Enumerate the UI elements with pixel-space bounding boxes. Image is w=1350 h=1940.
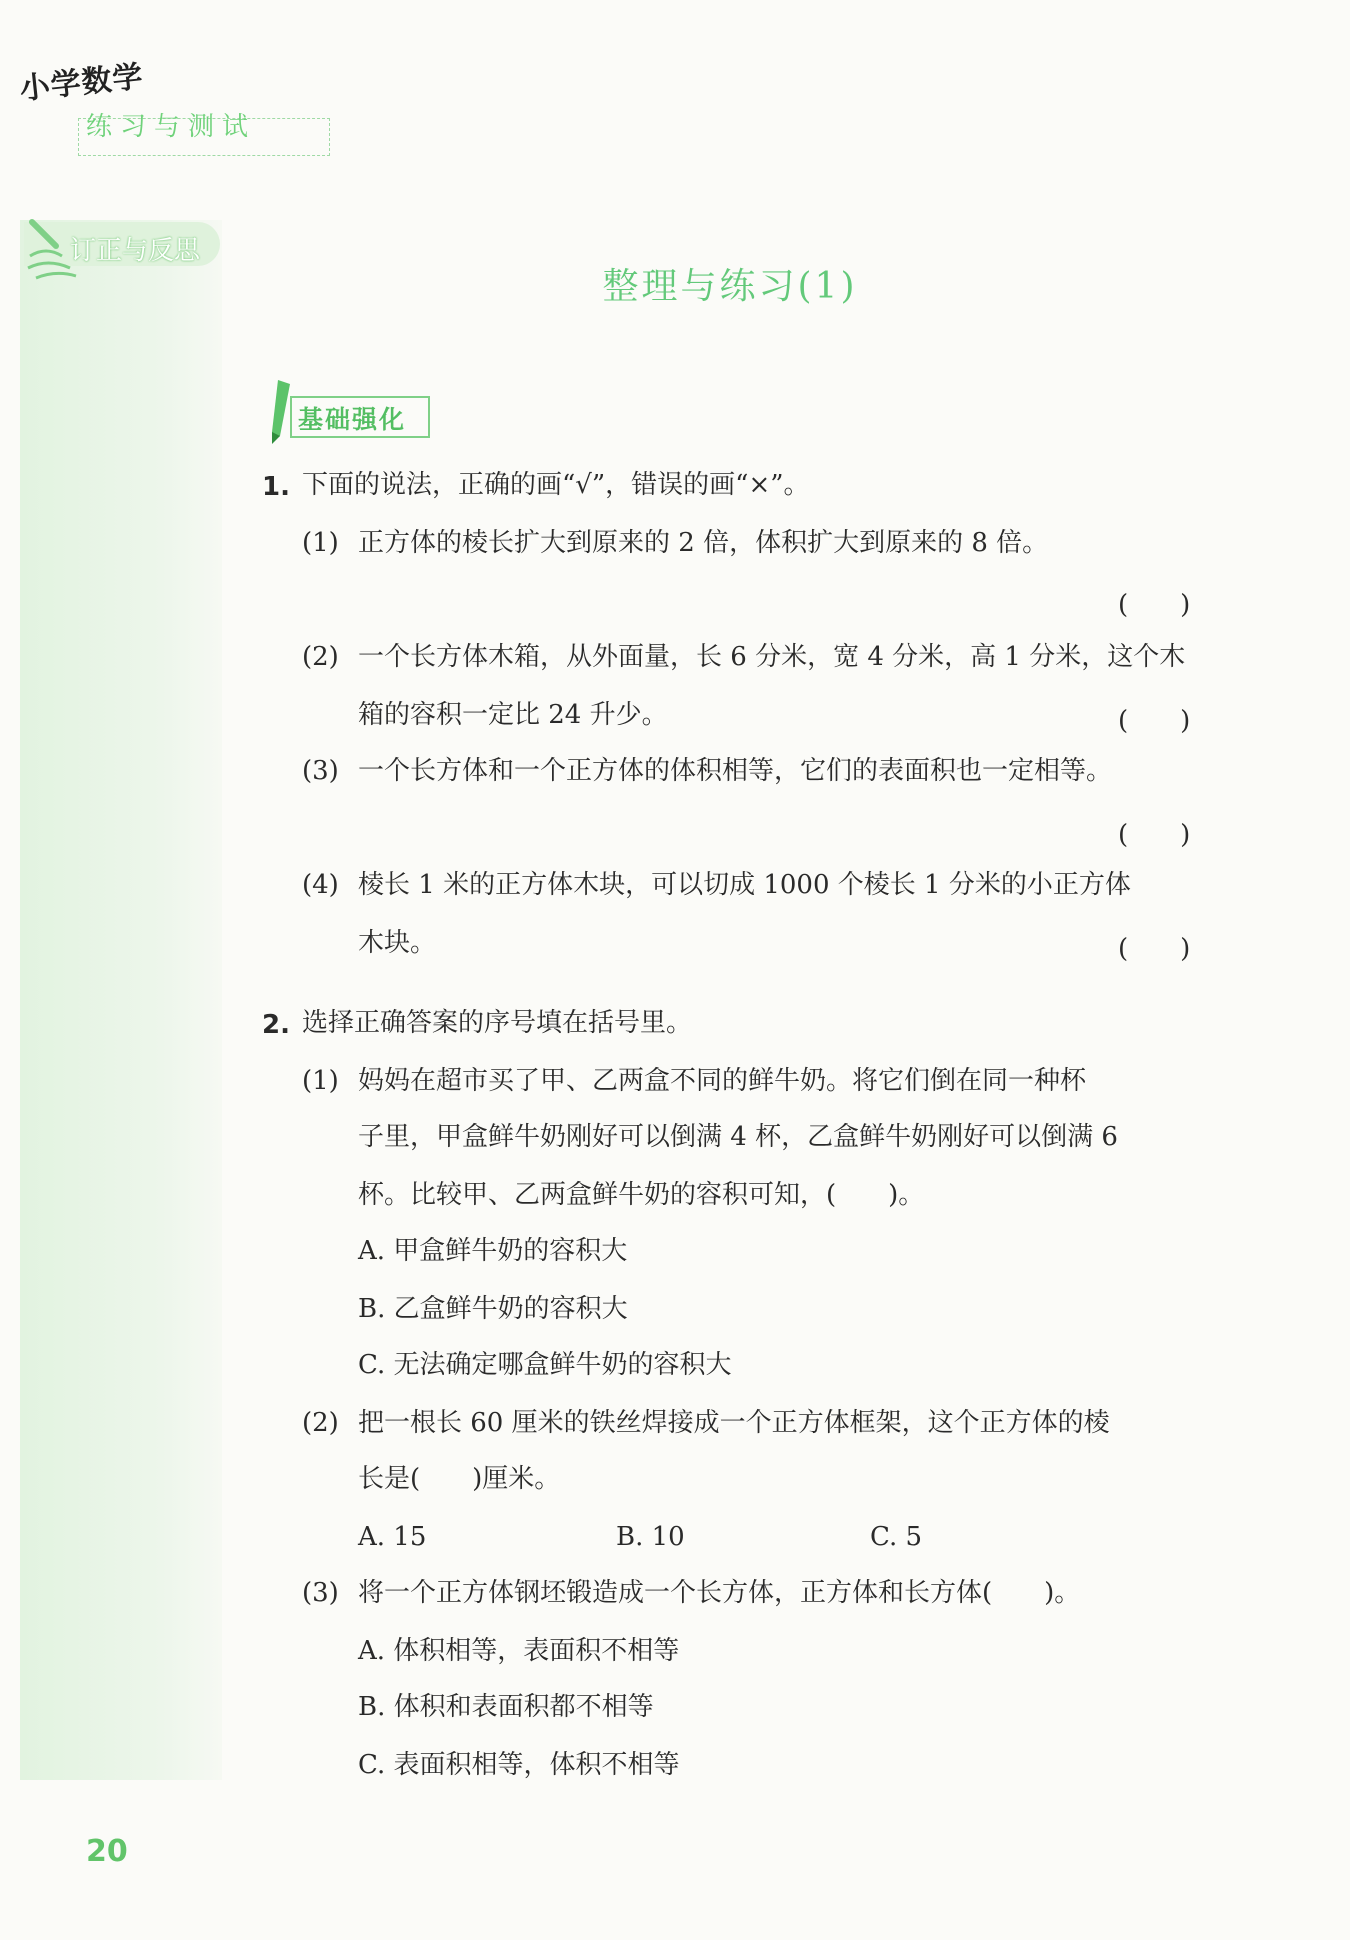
q2-2-option-a: A. 15 — [358, 1522, 427, 1552]
page-number: 20 — [86, 1834, 128, 1869]
q2-3-text: 将一个正方体钢坯锻造成一个长方体，正方体和长方体( )。 — [358, 1578, 1081, 1608]
brand-subtitle: 练习与测试 — [86, 112, 257, 142]
page-title: 整理与练习(1) — [602, 266, 858, 307]
q1-1-answer-blank[interactable]: ( ) — [1118, 590, 1191, 620]
q2-1-option-a: A. 甲盒鲜牛奶的容积大 — [358, 1236, 628, 1266]
q1-number: 1. — [262, 472, 290, 502]
q2-3-option-b: B. 体积和表面积都不相等 — [358, 1692, 654, 1722]
q2-1-option-c: C. 无法确定哪盒鲜牛奶的容积大 — [358, 1350, 732, 1380]
q1-4-text-line1: 棱长 1 米的正方体木块，可以切成 1000 个棱长 1 分米的小正方体 — [358, 870, 1131, 900]
q1-4-text-line2: 木块。 — [358, 928, 437, 958]
q2-2-option-c: C. 5 — [870, 1522, 923, 1552]
q1-3-answer-blank[interactable]: ( ) — [1118, 820, 1191, 850]
q1-3-text: 一个长方体和一个正方体的体积相等，它们的表面积也一定相等。 — [358, 756, 1113, 786]
section-label: 基础强化 — [298, 405, 407, 434]
q2-prompt: 选择正确答案的序号填在括号里。 — [302, 1008, 693, 1038]
q2-number: 2. — [262, 1010, 290, 1040]
q2-1-text-line3: 杯。比较甲、乙两盒鲜牛奶的容积可知，( )。 — [358, 1180, 925, 1210]
brand-title: 小学数学 — [18, 59, 146, 108]
q2-1-label: (1) — [302, 1066, 339, 1096]
q2-2-text-line1: 把一根长 60 厘米的铁丝焊接成一个正方体框架，这个正方体的棱 — [358, 1408, 1110, 1438]
q1-4-answer-blank[interactable]: ( ) — [1118, 934, 1191, 964]
q2-3-option-c: C. 表面积相等，体积不相等 — [358, 1750, 680, 1780]
q2-1-text-line1: 妈妈在超市买了甲、乙两盒不同的鲜牛奶。将它们倒在同一种杯 — [358, 1066, 1087, 1096]
q1-2-answer-blank[interactable]: ( ) — [1118, 706, 1191, 736]
q1-prompt: 下面的说法，正确的画“√”，错误的画“×”。 — [302, 470, 810, 500]
q1-1-text: 正方体的棱长扩大到原来的 2 倍，体积扩大到原来的 8 倍。 — [358, 528, 1049, 558]
q2-3-label: (3) — [302, 1578, 339, 1608]
q2-2-text-line2: 长是( )厘米。 — [358, 1464, 561, 1494]
q1-1-label: (1) — [302, 528, 339, 558]
brand-header — [18, 59, 257, 142]
q2-1-option-b: B. 乙盒鲜牛奶的容积大 — [358, 1294, 628, 1324]
q2-2-label: (2) — [302, 1408, 339, 1438]
q2-1-text-line2: 子里，甲盒鲜牛奶刚好可以倒满 4 杯，乙盒鲜牛奶刚好可以倒满 6 — [358, 1122, 1118, 1152]
q1-2-text-line1: 一个长方体木箱，从外面量，长 6 分米，宽 4 分米，高 1 分米，这个木 — [358, 642, 1186, 672]
correction-margin-strip — [20, 220, 222, 1780]
q1-3-label: (3) — [302, 756, 339, 786]
q1-4-label: (4) — [302, 870, 339, 900]
q2-3-option-a: A. 体积相等，表面积不相等 — [358, 1636, 680, 1666]
q1-2-text-line2: 箱的容积一定比 24 升少。 — [358, 700, 668, 730]
correction-label: 订正与反思 — [70, 236, 201, 266]
q1-2-label: (2) — [302, 642, 339, 672]
q2-2-option-b: B. 10 — [616, 1522, 685, 1552]
